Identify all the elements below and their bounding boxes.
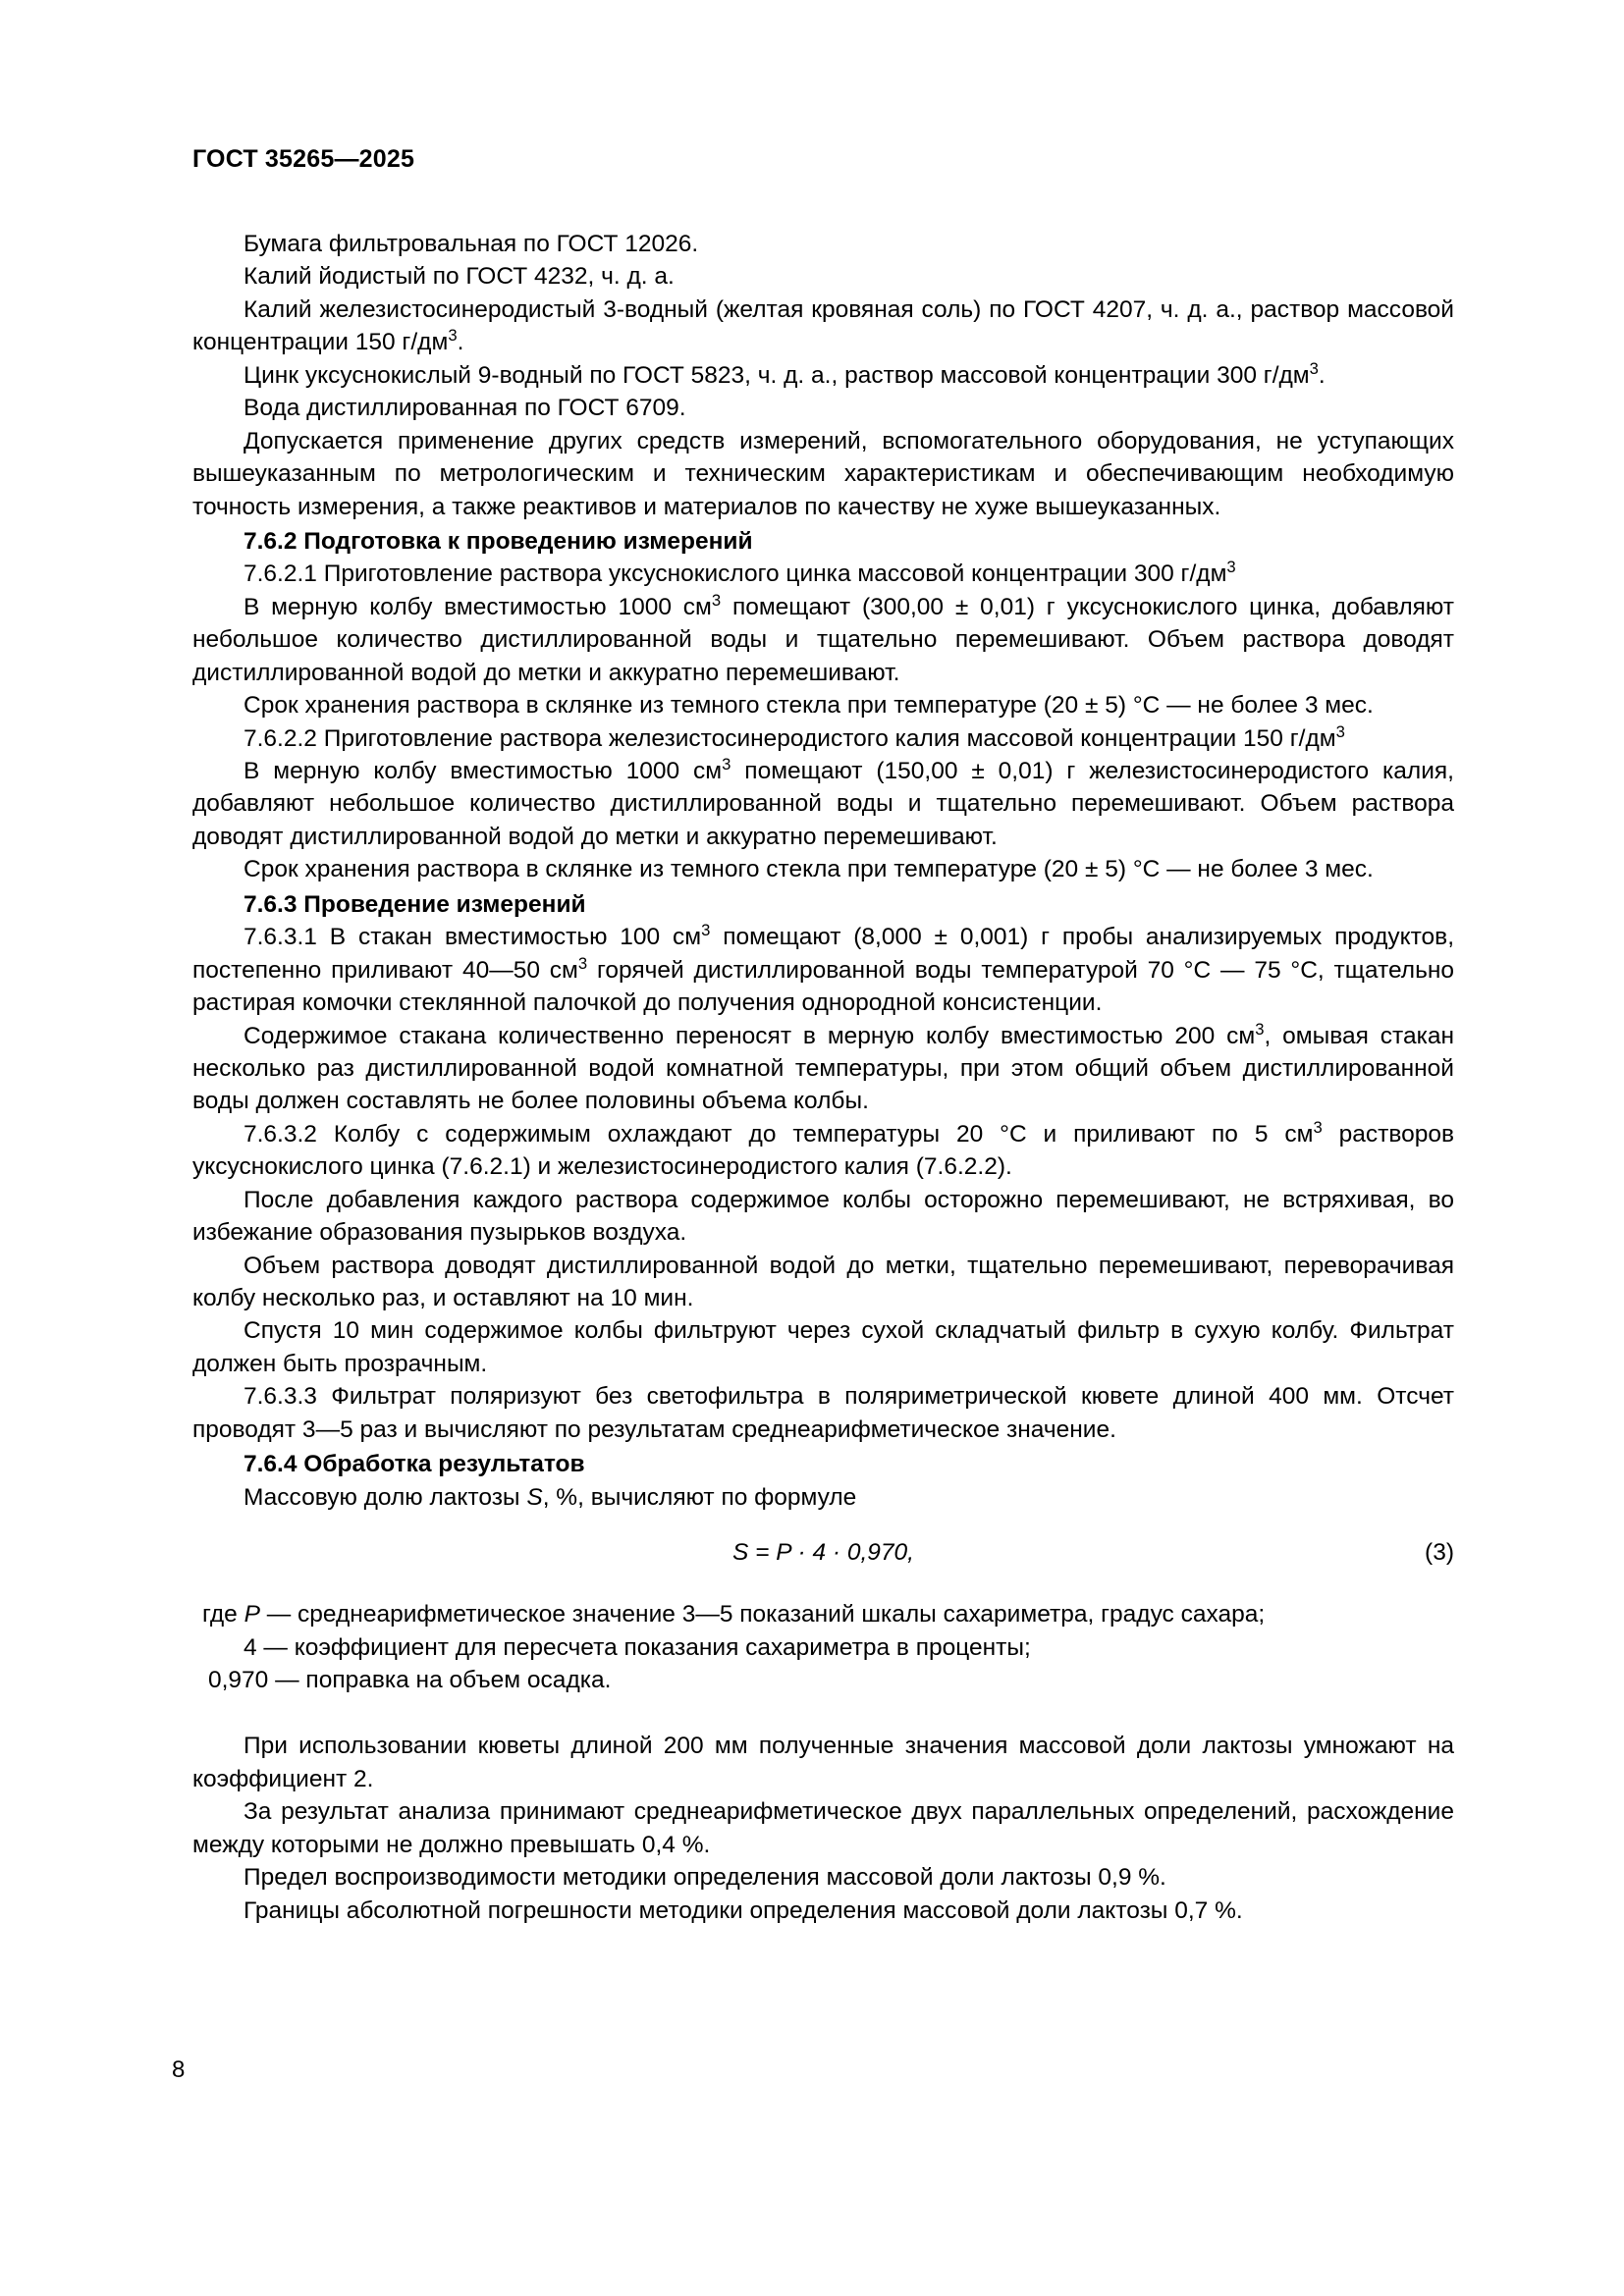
paragraph: Предел воспроизводимости методики определения массовой доли лактозы 0,9 %. bbox=[244, 1864, 1166, 1892]
paragraph: 7.6.3.3 Фильтрат поляризуют без светофильтра в поляриметрической кювете длиной 400 мм. Отсчет проводят 3—5 раз и вычисляют по результатам среднеарифметическое значение. bbox=[192, 1383, 1454, 1443]
paragraph: При использовании кюветы длиной 200 мм полученные значения массовой доли лактозы умножают на коэффициент 2. bbox=[192, 1733, 1454, 1792]
paragraph: Допускается применение других средств измерений, вспомогательного оборудования, не уступающих вышеуказанным по метрологическим и техническим характеристикам и обеспечивающим необходимую точность измерения, а также реактивов и материалов по качеству не хуже вышеуказанных. bbox=[192, 427, 1454, 520]
formula-row bbox=[192, 1539, 1454, 1573]
formula-number: (3) bbox=[1425, 1539, 1454, 1567]
paragraph: Вода дистиллированная по ГОСТ 6709. bbox=[244, 395, 686, 422]
body-text-block bbox=[192, 228, 1454, 1514]
paragraph: 7.6.2.2 Приготовление раствора железистосинеродистого калия массовой концентрации 150 $г/дм^3$ bbox=[244, 721, 1345, 752]
paragraph: Массовую долю лактозы S, %, вычисляют по формуле bbox=[244, 1483, 857, 1511]
section-heading-7-6-2: 7.6.2 Подготовка к проведению измерений bbox=[244, 527, 753, 555]
page-header: ГОСТ 35265—2025 bbox=[192, 145, 415, 173]
formula-expression: S = P · 4 · 0,970, bbox=[732, 1539, 914, 1567]
paragraph: Объем раствора доводят дистиллированной водой до метки, тщательно перемешивают, переворачивая колбу несколько раз, и оставляют на 10 мин. bbox=[192, 1252, 1454, 1311]
page-content bbox=[192, 145, 1454, 1927]
legend-item: 0,970 — поправка на объем осадка. bbox=[208, 1666, 612, 1693]
paragraph: Бумага фильтровальная по ГОСТ 12026. bbox=[244, 231, 699, 257]
section-heading-7-6-3: 7.6.3 Проведение измерений bbox=[244, 890, 586, 918]
spacer bbox=[192, 1696, 1454, 1730]
tail-text-block bbox=[192, 1730, 1454, 1927]
paragraph: Срок хранения раствора в склянке из темного стекла при температуре (20 ± 5) °С — не более 3 мес. bbox=[244, 856, 1374, 883]
paragraph: Цинк уксуснокислый 9-водный по ГОСТ 5823, ч. д. а., раствор массовой концентрации 300 $г/дм^3$. bbox=[244, 358, 1326, 389]
formula-legend bbox=[192, 1598, 1454, 1696]
legend-item: 4 — коэффициент для пересчета показания сахариметра в проценты; bbox=[244, 1633, 1031, 1661]
paragraph: 7.6.2.1 Приготовление раствора уксуснокислого цинка массовой концентрации 300 $г/дм^3$ bbox=[244, 558, 1236, 588]
paragraph: В мерную колбу вместимостью 1000 $см^3$ помещают (300,00 ± 0,01) г уксуснокислого цинка, добавляют небольшое количество дистиллированной воды и тщательно перемешивают. Объем раствора доводят дистиллированной водой до метки и аккуратно перемешивают. bbox=[192, 590, 1454, 686]
section-heading-7-6-4: 7.6.4 Обработка результатов bbox=[244, 1451, 585, 1478]
paragraph: Калий йодистый по ГОСТ 4232, ч. д. а. bbox=[244, 263, 675, 291]
paragraph: 7.6.3.1 В стакан вместимостью 100 $см^3$ помещают (8,000 ± 0,001) г пробы анализируемых продуктов, постепенно приливают 40—50 $см^3$ горячей дистиллированной воды температурой 70 °С — 75 °С, тщательно растирая комочки стеклянной палочкой до получения однородной консистенции. bbox=[192, 921, 1455, 1017]
paragraph: 7.6.3.2 Колбу с содержимым охлаждают до температуры 20 °С и приливают по 5 $см^3$ растворов уксуснокислого цинка (7.6.2.1) и железистосинеродистого калия (7.6.2.2). bbox=[192, 1117, 1454, 1181]
paragraph: Калий железистосинеродистый 3-водный (желтая кровяная соль) по ГОСТ 4207, ч. д. а., раствор массовой концентрации 150 $г/дм^3$. bbox=[192, 295, 1454, 356]
paragraph: За результат анализа принимают среднеарифметическое двух параллельных определений, расхождение между которыми не должно превышать 0,4 %. bbox=[192, 1798, 1454, 1858]
paragraph: Содержимое стакана количественно переносят в мерную колбу вместимостью 200 $см^3$, омывая стакан несколько раз дистиллированной водой комнатной температуры, при этом общий объем дистиллированной воды должен составлять не более половины объема колбы. bbox=[192, 1019, 1454, 1115]
paragraph: Спустя 10 мин содержимое колбы фильтруют через сухой складчатый фильтр в сухую колбу. Фильтрат должен быть прозрачным. bbox=[192, 1317, 1454, 1377]
paragraph: Срок хранения раствора в склянке из темного стекла при температуре (20 ± 5) °С — не более 3 мес. bbox=[244, 692, 1374, 720]
legend-item: где P — среднеарифметическое значение 3—5 показаний шкалы сахариметра, градус сахара; bbox=[202, 1601, 1266, 1629]
paragraph: Границы абсолютной погрешности методики определения массовой доли лактозы 0,7 %. bbox=[244, 1896, 1243, 1924]
paragraph: После добавления каждого раствора содержимое колбы осторожно перемешивают, не встряхивая, во избежание образования пузырьков воздуха. bbox=[192, 1186, 1454, 1247]
paragraph: В мерную колбу вместимостью 1000 $см^3$ помещают (150,00 ± 0,01) г железистосинеродистого калия, добавляют небольшое количество дистиллированной воды и тщательно перемешивают. Объем раствора доводят дистиллированной водой до метки и аккуратно перемешивают. bbox=[192, 754, 1454, 850]
page-number: 8 bbox=[172, 2056, 186, 2083]
